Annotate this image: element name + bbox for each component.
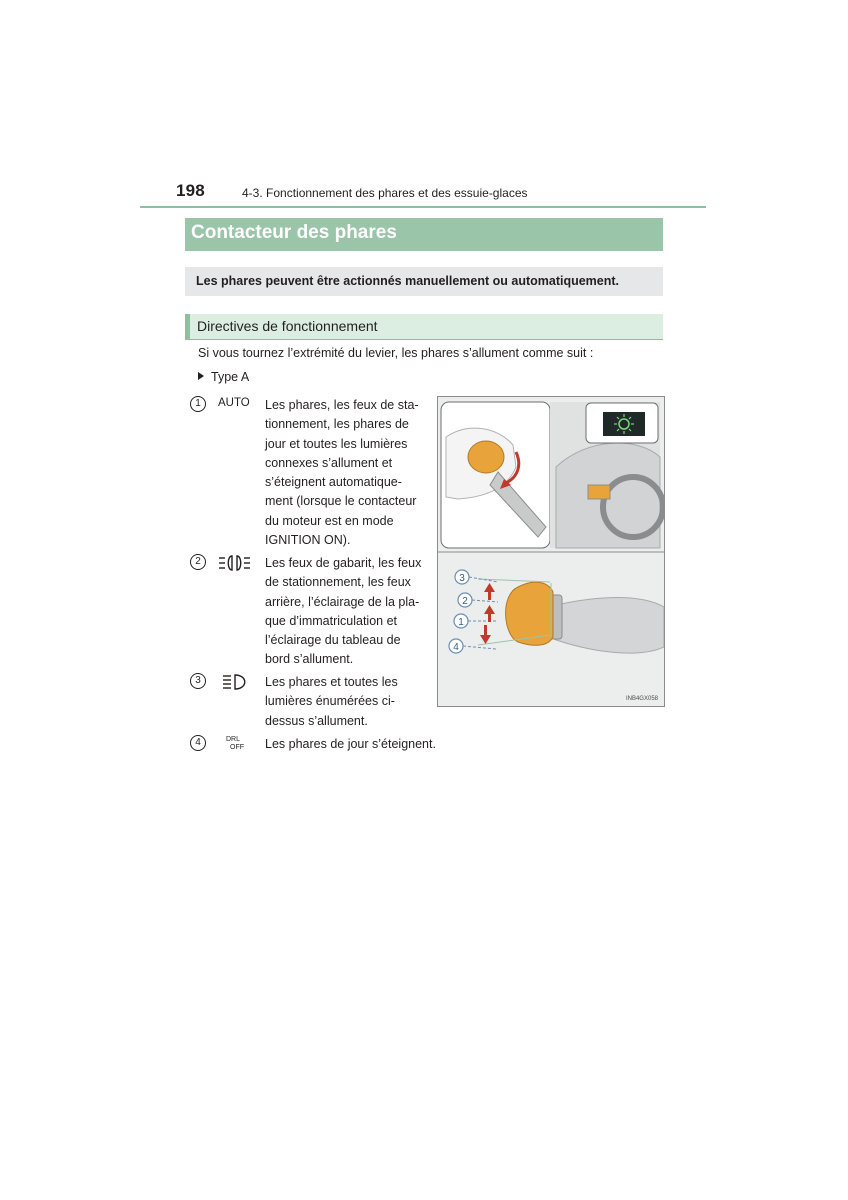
callout-label: 4 [453,642,459,653]
text-line: jour et toutes les lumières [265,436,408,451]
item-number: 3 [190,673,206,689]
item-number: 1 [190,396,206,412]
subsection-bar [185,314,663,340]
intro-box [185,267,663,296]
headlights-icon [222,673,258,691]
lead-text: Si vous tournez l’extrémité du levier, les phares s’allument comme suit : [198,346,594,360]
item-number: 2 [190,554,206,570]
text-line: du moteur est en mode [265,513,394,528]
triangle-bullet-icon [198,372,204,380]
text-line: ment (lorsque le contacteur [265,494,417,509]
text-line: Les phares et toutes les [265,675,398,689]
type-label: Type A [211,370,250,384]
lever-knob [468,441,504,473]
figure-illustration [438,397,664,706]
text-line: s’éteignent automatique- [265,475,402,490]
text-line: arrière, l’éclairage de la pla- [265,594,420,609]
text-line: Les feux de gabarit, les feux [265,556,422,570]
callout-label: 2 [462,596,468,607]
text-line: connexes s’allument et [265,455,393,470]
drl-label: DRL [226,736,241,743]
text-line: tionnement, les phares de [265,417,409,432]
text-line: bord s’allument. [265,652,354,667]
type-line [198,370,249,384]
section-title-bar [185,218,663,251]
figure-code: INB4GX058 [625,696,658,702]
drl-off-icon [226,736,262,754]
off-label: OFF [230,744,244,751]
subsection-accent [185,314,190,339]
intro-text: Les phares peuvent être actionnés manuellement ou automatiquement. [196,274,620,288]
item-text [265,735,485,754]
item-text [265,673,424,731]
callout-label: 3 [459,573,465,584]
running-header: 4-3. Fonctionnement des phares et des essuie-glaces [242,186,528,200]
page-number: 198 [176,181,205,200]
text-line: lumières énumérées ci- [265,694,395,709]
item-number: 4 [190,735,206,751]
text-line: de stationnement, les feux [265,575,411,590]
callout-label: 1 [458,617,464,628]
text-line: que d’immatriculation et [265,613,398,628]
text-line: l’éclairage du tableau de [265,633,401,648]
header-rule [140,206,706,208]
text-line: dessus s’allument. [265,713,368,728]
section-title: Contacteur des phares [191,222,397,243]
item-text [265,396,424,550]
headlight-switch-figure [437,396,665,707]
item-text [265,554,424,670]
text-line: IGNITION ON). [265,533,351,548]
parking-lights-icon [218,554,254,572]
text-line: Les phares de jour s’éteignent. [265,737,436,751]
subsection-title: Directives de fonctionnement [197,318,378,334]
auto-mode-icon: AUTO [218,397,250,409]
text-line: Les phares, les feux de sta- [265,398,419,412]
